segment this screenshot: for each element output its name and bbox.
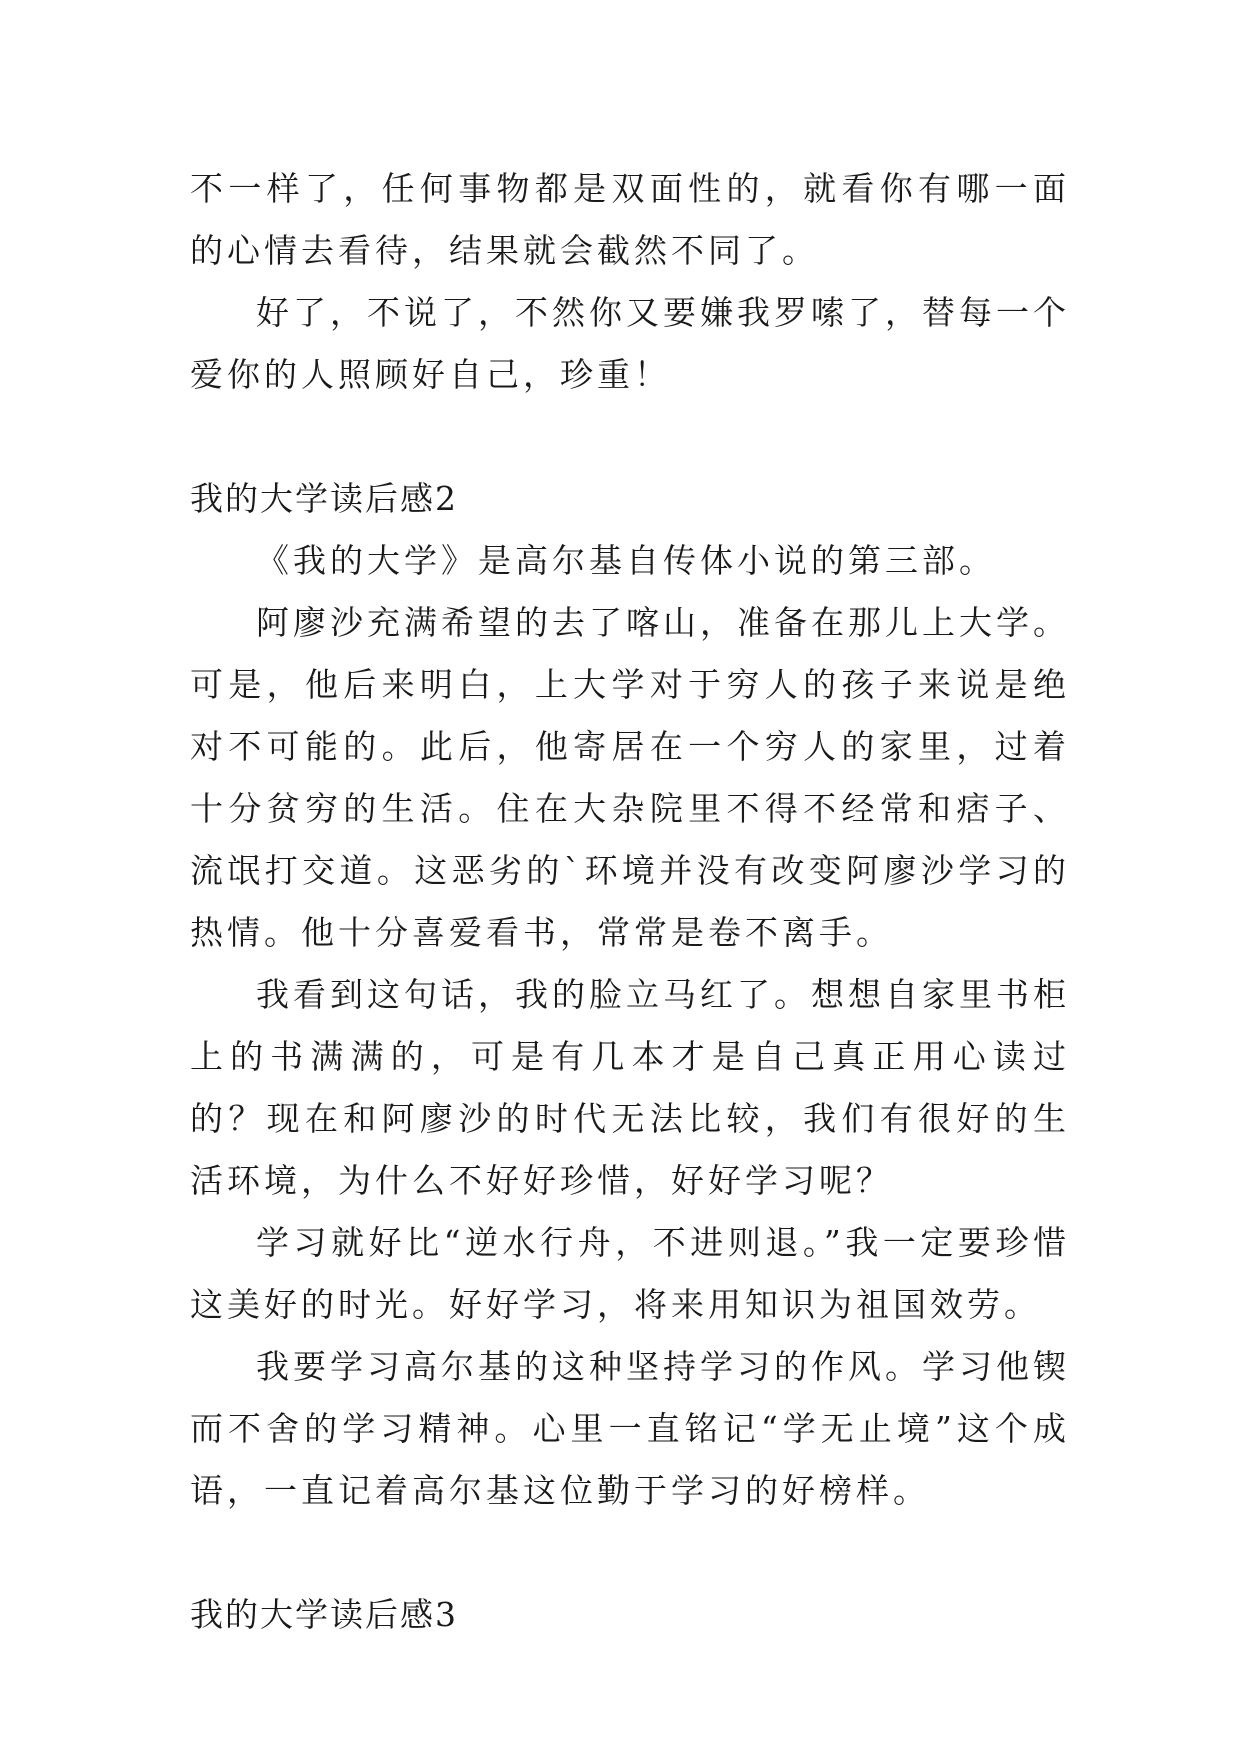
paragraph: 我看到这句话，我的脸立马红了。想想自家里书柜上的书满满的，可是有几本才是自己真正用心读过的？现在和阿廖沙的时代无法比较，我们有很好的生活环境，为什么不好好珍惜，好好学习呢？ [190,975,1070,1200]
paragraph: 学习就好比“逆水行舟，不进则退。”我一定要珍惜这美好的时光。好好学习，将来用知识为祖国效劳。 [190,1223,1070,1324]
paragraph: 我要学习高尔基的这种坚持学习的作风。学习他锲而不舍的学习精神。心里一直铭记“学无止境”这个成语，一直记着高尔基这位勤于学习的好榜样。 [190,1347,1070,1510]
section-heading-3: 我的大学读后感3 [190,1595,458,1634]
section-heading-2: 我的大学读后感2 [190,479,458,518]
paragraph: 阿廖沙充满希望的去了喀山，准备在那儿上大学。可是，他后来明白，上大学对于穷人的孩子来说是绝对不可能的。此后，他寄居在一个穷人的家里，过着十分贫穷的生活。住在大杂院里不得不经常和痞子、流氓打交道。这恶劣的`环境并没有改变阿廖沙学习的热情。他十分喜爱看书，常常是卷不离手。 [190,603,1070,952]
paragraph-closing: 好了，不说了，不然你又要嫌我罗嗦了，替每一个爱你的人照顾好自己，珍重！ [190,293,1070,394]
section-spacer [190,1522,1070,1584]
section-spacer [190,406,1070,468]
paragraph-continuation: 不一样了，任何事物都是双面性的，就看你有哪一面的心情去看待，结果就会截然不同了。 [190,169,1070,270]
paragraph: 《我的大学》是高尔基自传体小说的第三部。 [256,541,996,580]
document-body [190,158,1070,1646]
